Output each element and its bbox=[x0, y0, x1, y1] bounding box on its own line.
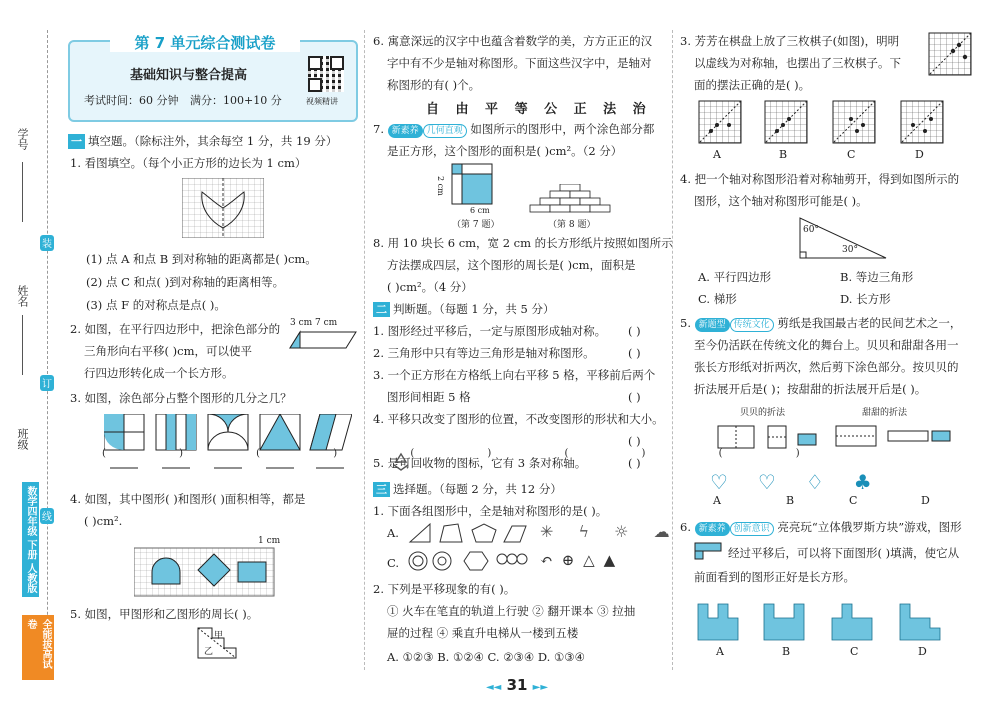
q7-dim-6cm: 6 cm bbox=[470, 206, 490, 215]
column-divider bbox=[364, 30, 365, 670]
q1-grid-figure bbox=[182, 178, 264, 238]
r-q4-angle-60: 60° bbox=[803, 225, 819, 235]
q1-b: (2) 点 C 和点( )到对称轴的距离相等。 bbox=[86, 275, 285, 289]
judge-4-paren: ( ) bbox=[628, 434, 641, 448]
bind-mark: 装 bbox=[40, 235, 54, 251]
r-q4-opt-b: B. 等边三角形 bbox=[840, 270, 914, 284]
q2-dims: 3 cm 7 cm bbox=[290, 318, 338, 328]
section-2-title: 二 判断题。（每题 1 分，共 5 分） bbox=[373, 302, 555, 317]
q7-line1: 7. 新素养 几何直观 如图所示的图形中，两个涂色部分都 bbox=[373, 122, 655, 136]
next-icon: ►► bbox=[532, 682, 549, 693]
choice-1-a: A. bbox=[387, 526, 399, 540]
r-q5-label-a: A bbox=[713, 494, 721, 507]
q1-c: (3) 点 F 的对称点是点( )。 bbox=[86, 298, 226, 312]
series-label: 全能拔高试卷 bbox=[22, 615, 54, 680]
judge-2: 2. 三角形中只有等边三角形是轴对称图形。 bbox=[373, 346, 595, 360]
r-q4-line1: 4. 把一个轴对称图形沿着对称轴剪开，得到如图所示的 bbox=[680, 172, 960, 186]
prev-icon: ◄◄ bbox=[485, 682, 502, 693]
r-q3-options bbox=[698, 100, 968, 146]
r-q6-label-a: A bbox=[716, 645, 724, 658]
q2-line3: 行四边形转化成一个长方形。 bbox=[84, 366, 234, 380]
choice-2-items-cont: 屉的过程 ④ 乘直升电梯从一楼到五楼 bbox=[387, 626, 579, 640]
r-q3-label-d: D bbox=[915, 148, 924, 161]
judge-3: 3. 一个正方形在方格纸上向右平移 5 格，平移前后两个 bbox=[373, 368, 656, 382]
judge-3-paren: ( ) bbox=[628, 390, 641, 404]
label-student-id: 学号 bbox=[16, 128, 29, 150]
q6-characters: 自 由 平 等 公 正 法 治 bbox=[426, 102, 652, 117]
choice-2: 2. 下列是平移现象的有( )。 bbox=[373, 582, 516, 596]
q7-figure bbox=[440, 162, 494, 206]
r-q4-line2: 图形，这个轴对称图形可能是( )。 bbox=[694, 194, 868, 208]
q6-line2: 字中有不少是轴对称图形。下面这些汉字中，是轴对 bbox=[387, 56, 652, 70]
choice-1-b-shapes: ✳ ϟ ☼ ☁ bbox=[540, 522, 680, 541]
r-q5-line4: 折法展开后是( )；按甜甜的折法展开后是( )。 bbox=[694, 382, 927, 396]
r-q5-bb-label: 贝贝的折法 bbox=[740, 408, 786, 418]
judge-5-paren: ( ) bbox=[628, 456, 641, 470]
choice-1-a-shapes bbox=[408, 522, 528, 544]
qr-code[interactable] bbox=[308, 56, 344, 92]
q2-parallelogram bbox=[288, 330, 358, 350]
column-divider bbox=[672, 30, 673, 670]
qr-caption: 视频精讲 bbox=[306, 97, 338, 106]
underline bbox=[22, 162, 23, 222]
q1-stem: 1. 看图填空。（每个小正方形的边长为 1 cm） bbox=[70, 156, 307, 170]
header-panel bbox=[68, 34, 358, 122]
q2-line2: 三角形向右平移( )cm，可以使平 bbox=[84, 344, 252, 358]
r-q5-label-c: C bbox=[849, 494, 858, 507]
q5-line1: 5. 如图，甲图形和乙图形的周长( )。 bbox=[70, 607, 259, 621]
r-q6-piece bbox=[694, 542, 724, 562]
r-q5-line1: 5. 新题型 传统文化 剪纸是我国最古老的民间艺术之一， bbox=[680, 316, 962, 330]
r-q3-line3: 面的摆法正确的是( )。 bbox=[694, 78, 811, 92]
section-3-title: 三 选择题。（每题 2 分，共 12 分） bbox=[373, 482, 562, 497]
r-q6-line1: 6. 新素养 创新意识 亮亮玩“立体俄罗斯方块”游戏，图形 bbox=[680, 520, 962, 534]
r-q3-label-c: C bbox=[847, 148, 856, 161]
bind-mark: 订 bbox=[40, 375, 54, 391]
r-q6-label-d: D bbox=[918, 645, 927, 658]
r-q3-label-a: A bbox=[713, 148, 721, 161]
choice-1-c-shapes bbox=[408, 550, 532, 572]
r-q6-options bbox=[696, 598, 966, 642]
bind-mark: 线 bbox=[40, 508, 54, 524]
q8-line2: 方法摆成四层，这个图形的周长是( )cm，面积是 bbox=[387, 258, 636, 272]
r-q5-cut-options: ♡♡♢♣ bbox=[710, 470, 902, 494]
q8-figure bbox=[524, 184, 616, 216]
q5-label-jia: 甲 bbox=[214, 631, 224, 641]
q6-line3: 称图形的有( )个。 bbox=[387, 78, 481, 92]
exam-title: 第 7 单元综合测试卷 bbox=[110, 32, 300, 52]
section-1-title: 一 填空题。（除标注外，其余每空 1 分，共 19 分） bbox=[68, 134, 358, 149]
r-q5-tt-label: 甜甜的折法 bbox=[862, 408, 908, 418]
q6-line1: 6. 寓意深远的汉字中也蕴含着数学的美，方方正正的汉 bbox=[373, 34, 653, 48]
judge-4: 4. 平移只改变了图形的位置，不改变图形的形状和大小。 bbox=[373, 412, 664, 426]
r-q4-opt-a: A. 平行四边形 bbox=[698, 270, 772, 284]
choice-2-items: ① 火车在笔直的轨道上行驶 ② 翻开课本 ③ 拉抽 bbox=[387, 604, 636, 618]
q1-a: (1) 点 A 和点 B 到对称轴的距离都是( )cm。 bbox=[86, 252, 317, 266]
q4-unit: 1 cm bbox=[258, 536, 281, 546]
q3-stem: 3. 如图，涂色部分占整个图形的几分之几？ bbox=[70, 391, 292, 405]
q7-line2: 是正方形，这个图形的面积是( )cm²。（2 分） bbox=[387, 144, 623, 158]
r-q6-line3: 前面看到的图形正好是长方形。 bbox=[694, 570, 855, 584]
judge-5: 5. 是可回收物的图标，它有 3 条对称轴。 bbox=[373, 456, 587, 470]
tag-new-literacy: 新素养 bbox=[388, 124, 423, 138]
exam-score: 满分：100+10 分 bbox=[190, 94, 282, 107]
r-q4-opt-d: D. 长方形 bbox=[840, 292, 891, 306]
choice-1-d-shapes: ↶⊕△▲ bbox=[540, 551, 625, 569]
judge-1-paren: ( ) bbox=[628, 324, 641, 338]
choice-1-c: C. bbox=[387, 556, 400, 570]
book-label: 数学四年级 下册 人教版 bbox=[22, 482, 39, 597]
r-q5-line2: 至今仍活跃在传统文化的舞台上。贝贝和甜甜各用一 bbox=[694, 338, 959, 352]
exam-time: 考试时间：60 分钟 bbox=[84, 94, 179, 107]
section-number: 一 bbox=[68, 134, 85, 149]
choice-1: 1. 下面各组图形中，全是轴对称图形的是( )。 bbox=[373, 504, 608, 518]
q4-line2: ( )cm². bbox=[84, 514, 123, 528]
q4-grid-figure bbox=[134, 540, 282, 598]
r-q4-angle-30: 30° bbox=[842, 245, 858, 255]
q4-line1: 4. 如图，其中图形( )和图形( )面积相等，都是 bbox=[70, 492, 306, 506]
binding-strip bbox=[0, 30, 58, 680]
choice-2-options: A. ①②③ B. ①②④ C. ②③④ D. ①③④ bbox=[387, 650, 585, 664]
r-q3-line1: 3. 芳芳在棋盘上放了三枚棋子(如图)，明明 bbox=[680, 34, 900, 48]
recycle-icon bbox=[390, 451, 412, 473]
judge-3-cont: 图形间相距 5 格 bbox=[387, 390, 471, 404]
r-q3-line2: 以虚线为对称轴，也摆出了三枚棋子。下 bbox=[694, 56, 901, 70]
underline bbox=[22, 315, 23, 375]
q5-label-yi: 乙 bbox=[204, 647, 214, 657]
r-q5-label-d: D bbox=[921, 494, 930, 507]
q8-line1: 8. 用 10 块长 6 cm，宽 2 cm 的长方形纸片按照如图所示 bbox=[373, 236, 673, 250]
r-q5-label-b: B bbox=[786, 494, 795, 507]
r-q4-triangle bbox=[798, 216, 890, 262]
chessboard-figure bbox=[928, 32, 972, 76]
r-q6-line2: 经过平移后，可以将下面图形( )填满，使它从 bbox=[728, 546, 960, 560]
cut-line bbox=[47, 30, 48, 680]
judge-1: 1. 图形经过平移后，一定与原图形成轴对称。 bbox=[373, 324, 607, 338]
r-q5-line3: 张长方形纸对折两次，然后剪下涂色部分。按贝贝的 bbox=[694, 360, 959, 374]
q8-caption: （第 8 题） bbox=[548, 220, 596, 230]
exam-subtitle: 基础知识与整合提高 bbox=[130, 68, 248, 83]
r-q4-opt-c: C. 梯形 bbox=[698, 292, 737, 306]
q3-answer-blanks: ( ) ( ) ( ) ( ) ( ) bbox=[102, 448, 835, 459]
page-number: ◄◄ 31 ►► bbox=[485, 676, 549, 694]
q2-line1: 2. 如图，在平行四边形中，把涂色部分的 bbox=[70, 322, 281, 336]
q7-dim-2cm: 2 cm bbox=[436, 176, 445, 196]
r-q6-label-c: C bbox=[850, 645, 859, 658]
r-q6-label-b: B bbox=[782, 645, 791, 658]
label-class: 班级 bbox=[16, 428, 29, 450]
judge-2-paren: ( ) bbox=[628, 346, 641, 360]
label-name: 姓名 bbox=[16, 285, 29, 307]
tag-topic: 几何直观 bbox=[423, 124, 467, 138]
q8-line3: ( )cm²。（4 分） bbox=[387, 280, 473, 294]
r-q3-label-b: B bbox=[779, 148, 788, 161]
r-q5-fold-diagrams bbox=[716, 420, 956, 456]
q7-caption: （第 7 题） bbox=[452, 220, 500, 230]
